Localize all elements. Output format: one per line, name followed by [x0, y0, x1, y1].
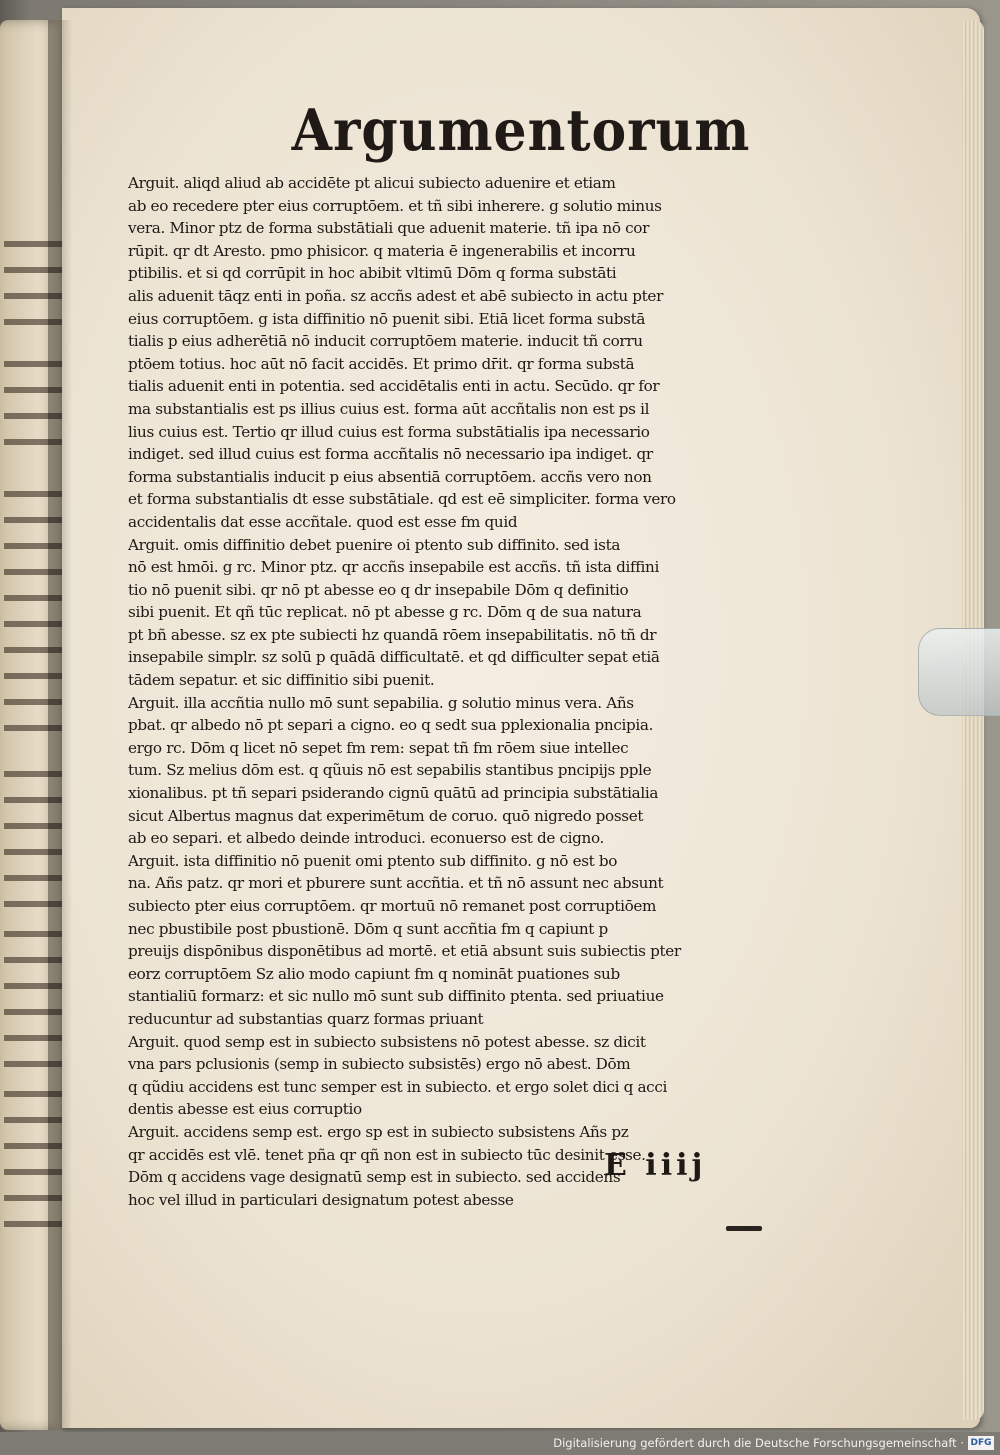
text-line: ergo rc. Dōm q licet nō sepet fm rem: sepat tñ fm rōem siue intellec: [128, 738, 629, 757]
text-line: accidentalis dat esse accñtale. quod est esse fm quid: [128, 512, 518, 531]
text-line: Arguit. omis diffinitio debet puenire oi ptento sub diffinito. sed ista: [128, 535, 621, 554]
text-block: [128, 172, 730, 1211]
text-line: Dōm q accidens vage designatū semp est in subiecto. sed accidens: [128, 1168, 621, 1187]
text-line: nec pbustibile post pbustionē. Dōm q sunt accñtia fm q capiunt p: [128, 919, 608, 938]
text-line: xionalibus. pt tñ separi psiderando cignū quātū ad principia substātialia: [128, 784, 659, 803]
text-line: tialis p eius adherētiā nō inducit corruptōem materie. inducit tñ corru: [128, 332, 643, 351]
text-line: lius cuius est. Tertio qr illud cuius est forma substātialis ipa necessario: [128, 422, 650, 441]
page-clip: [918, 628, 1000, 716]
text-line: indiget. sed illud cuius est forma accñtalis nō necessario ipa indiget. qr: [128, 445, 653, 464]
text-line: Arguit. aliqd aliud ab accidēte pt alicui subiecto aduenire et etiam: [128, 174, 616, 192]
text-line: forma substantialis inducit p eius absentiā corruptōem. accñs vero non: [128, 467, 652, 486]
text-line: Arguit. illa accñtia nullo mō sunt sepabilia. g solutio minus vera. Añs: [128, 693, 634, 712]
dfg-logo: DFG: [968, 1436, 994, 1450]
text-line: nō est hmōi. g rc. Minor ptz. qr accñs insepabile est accñs. tñ ista diffini: [128, 558, 659, 577]
text-line: et forma substantialis dt esse substātiale. qd est eē simpliciter. forma vero: [128, 490, 676, 509]
text-line: Arguit. accidens semp est. ergo sp est in subiecto subsistens Añs pz: [128, 1122, 629, 1141]
running-head: Argumentorum: [291, 96, 751, 165]
signature-mark: E iiij: [604, 1148, 707, 1183]
text-line: qr accidēs est vlē. tenet pña qr qñ non est in subiecto tūc desinit esse.: [128, 1145, 646, 1164]
text-line: ab eo separi. et albedo deinde introduci. econuerso est de cigno.: [128, 829, 604, 848]
text-line: stantialiū formarz: et sic nullo mō sunt sub diffinito ptenta. sed priuatiue: [128, 987, 664, 1006]
text-line: tialis aduenit enti in potentia. sed accidētalis enti in actu. Secūdo. qr for: [128, 377, 660, 396]
text-line: tum. Sz melius dōm est. q qũuis nō est sepabilis stantibus pncipijs pple: [128, 761, 652, 780]
text-line: q qũdiu accidens est tunc semper est in subiecto. et ergo solet dici q acci: [128, 1077, 668, 1096]
text-line: sicut Albertus magnus dat experimētum de coruo. quō nigredo posset: [128, 806, 644, 825]
text-line: ptibilis. et si qd corrūpit in hoc abibit vltimū Dōm q forma substāti: [128, 264, 617, 283]
text-line: hoc vel illud in particulari designatum potest abesse: [128, 1190, 514, 1209]
text-line: ptōem totius. hoc aūt nō facit accidēs. Et primo dr̄it. qr forma substā: [128, 354, 635, 373]
gutter-shadow: [48, 20, 72, 1430]
text-line: na. Añs patz. qr mori et pburere sunt accñtia. et tñ nō assunt nec absunt: [128, 874, 664, 893]
text-line: eorz corruptōem Sz alio modo capiunt fm q nomināt puationes sub: [128, 964, 620, 983]
text-line: insepabile simplr. sz solū p quādā difficultatē. et qd difficulter sepat etiā: [128, 648, 660, 667]
text-line: vera. Minor ptz de forma substātiali que aduenit materie. tñ ipa nō cor: [128, 219, 649, 238]
text-line: sibi puenit. Et qñ tūc replicat. nō pt abesse g rc. Dōm q de sua natura: [128, 603, 642, 622]
text-line: vna pars pclusionis (semp in subiecto subsistēs) ergo nō abest. Dōm: [128, 1055, 631, 1074]
text-line: ab eo recedere pter eius corruptōem. et tñ sibi inherere. g solutio minus: [128, 196, 662, 215]
text-line: rūpit. qr dt Aresto. pmo phisicor. q materia ē ingenerabilis et incorru: [128, 241, 636, 260]
text-line: dentis abesse est eius corruptio: [128, 1100, 362, 1119]
text-line: alis aduenit tāqz enti in poña. sz accñs adest et abē subiecto in actu pter: [128, 286, 663, 305]
text-line: preuijs dispōnibus disponētibus ad mortē. et etiā absunt suis subiectis pter: [128, 942, 681, 961]
text-line: tādem sepatur. et sic diffinitio sibi puenit.: [128, 671, 435, 690]
text-line: Arguit. ista diffinitio nō puenit omi ptento sub diffinito. g nō est bo: [128, 851, 618, 870]
text-line: reducuntur ad substantias quarz formas priuant: [128, 1009, 484, 1028]
text-line: subiecto pter eius corruptōem. qr mortuū nō remanet post corruptiōem: [128, 897, 657, 915]
text-line: eius corruptōem. g ista diffinitio nō puenit sibi. Etiā licet forma substā: [128, 309, 646, 328]
text-line: tio nō puenit sibi. qr nō pt abesse eo q dr insepabile Dōm q definitio: [128, 580, 629, 599]
page-edge-stack: [962, 20, 984, 1420]
text-line: pt bñ abesse. sz ex pte subiecti hz quandā rōem insepabilitatis. nō tñ dr: [128, 625, 657, 644]
text-line: Arguit. quod semp est in subiecto subsistens nō potest abesse. sz dicit: [128, 1032, 646, 1051]
text-line: pbat. qr albedo nō pt separi a cigno. eo q sedt sua pplexionalia pncipia.: [128, 716, 654, 735]
text-line: ma substantialis est ps illius cuius est. forma aūt accñtalis non est ps il: [128, 399, 650, 418]
footer-credit: Digitalisierung gefördert durch die Deutsche Forschungsgemeinschaft ·: [553, 1436, 964, 1450]
ink-dash: [726, 1226, 762, 1231]
